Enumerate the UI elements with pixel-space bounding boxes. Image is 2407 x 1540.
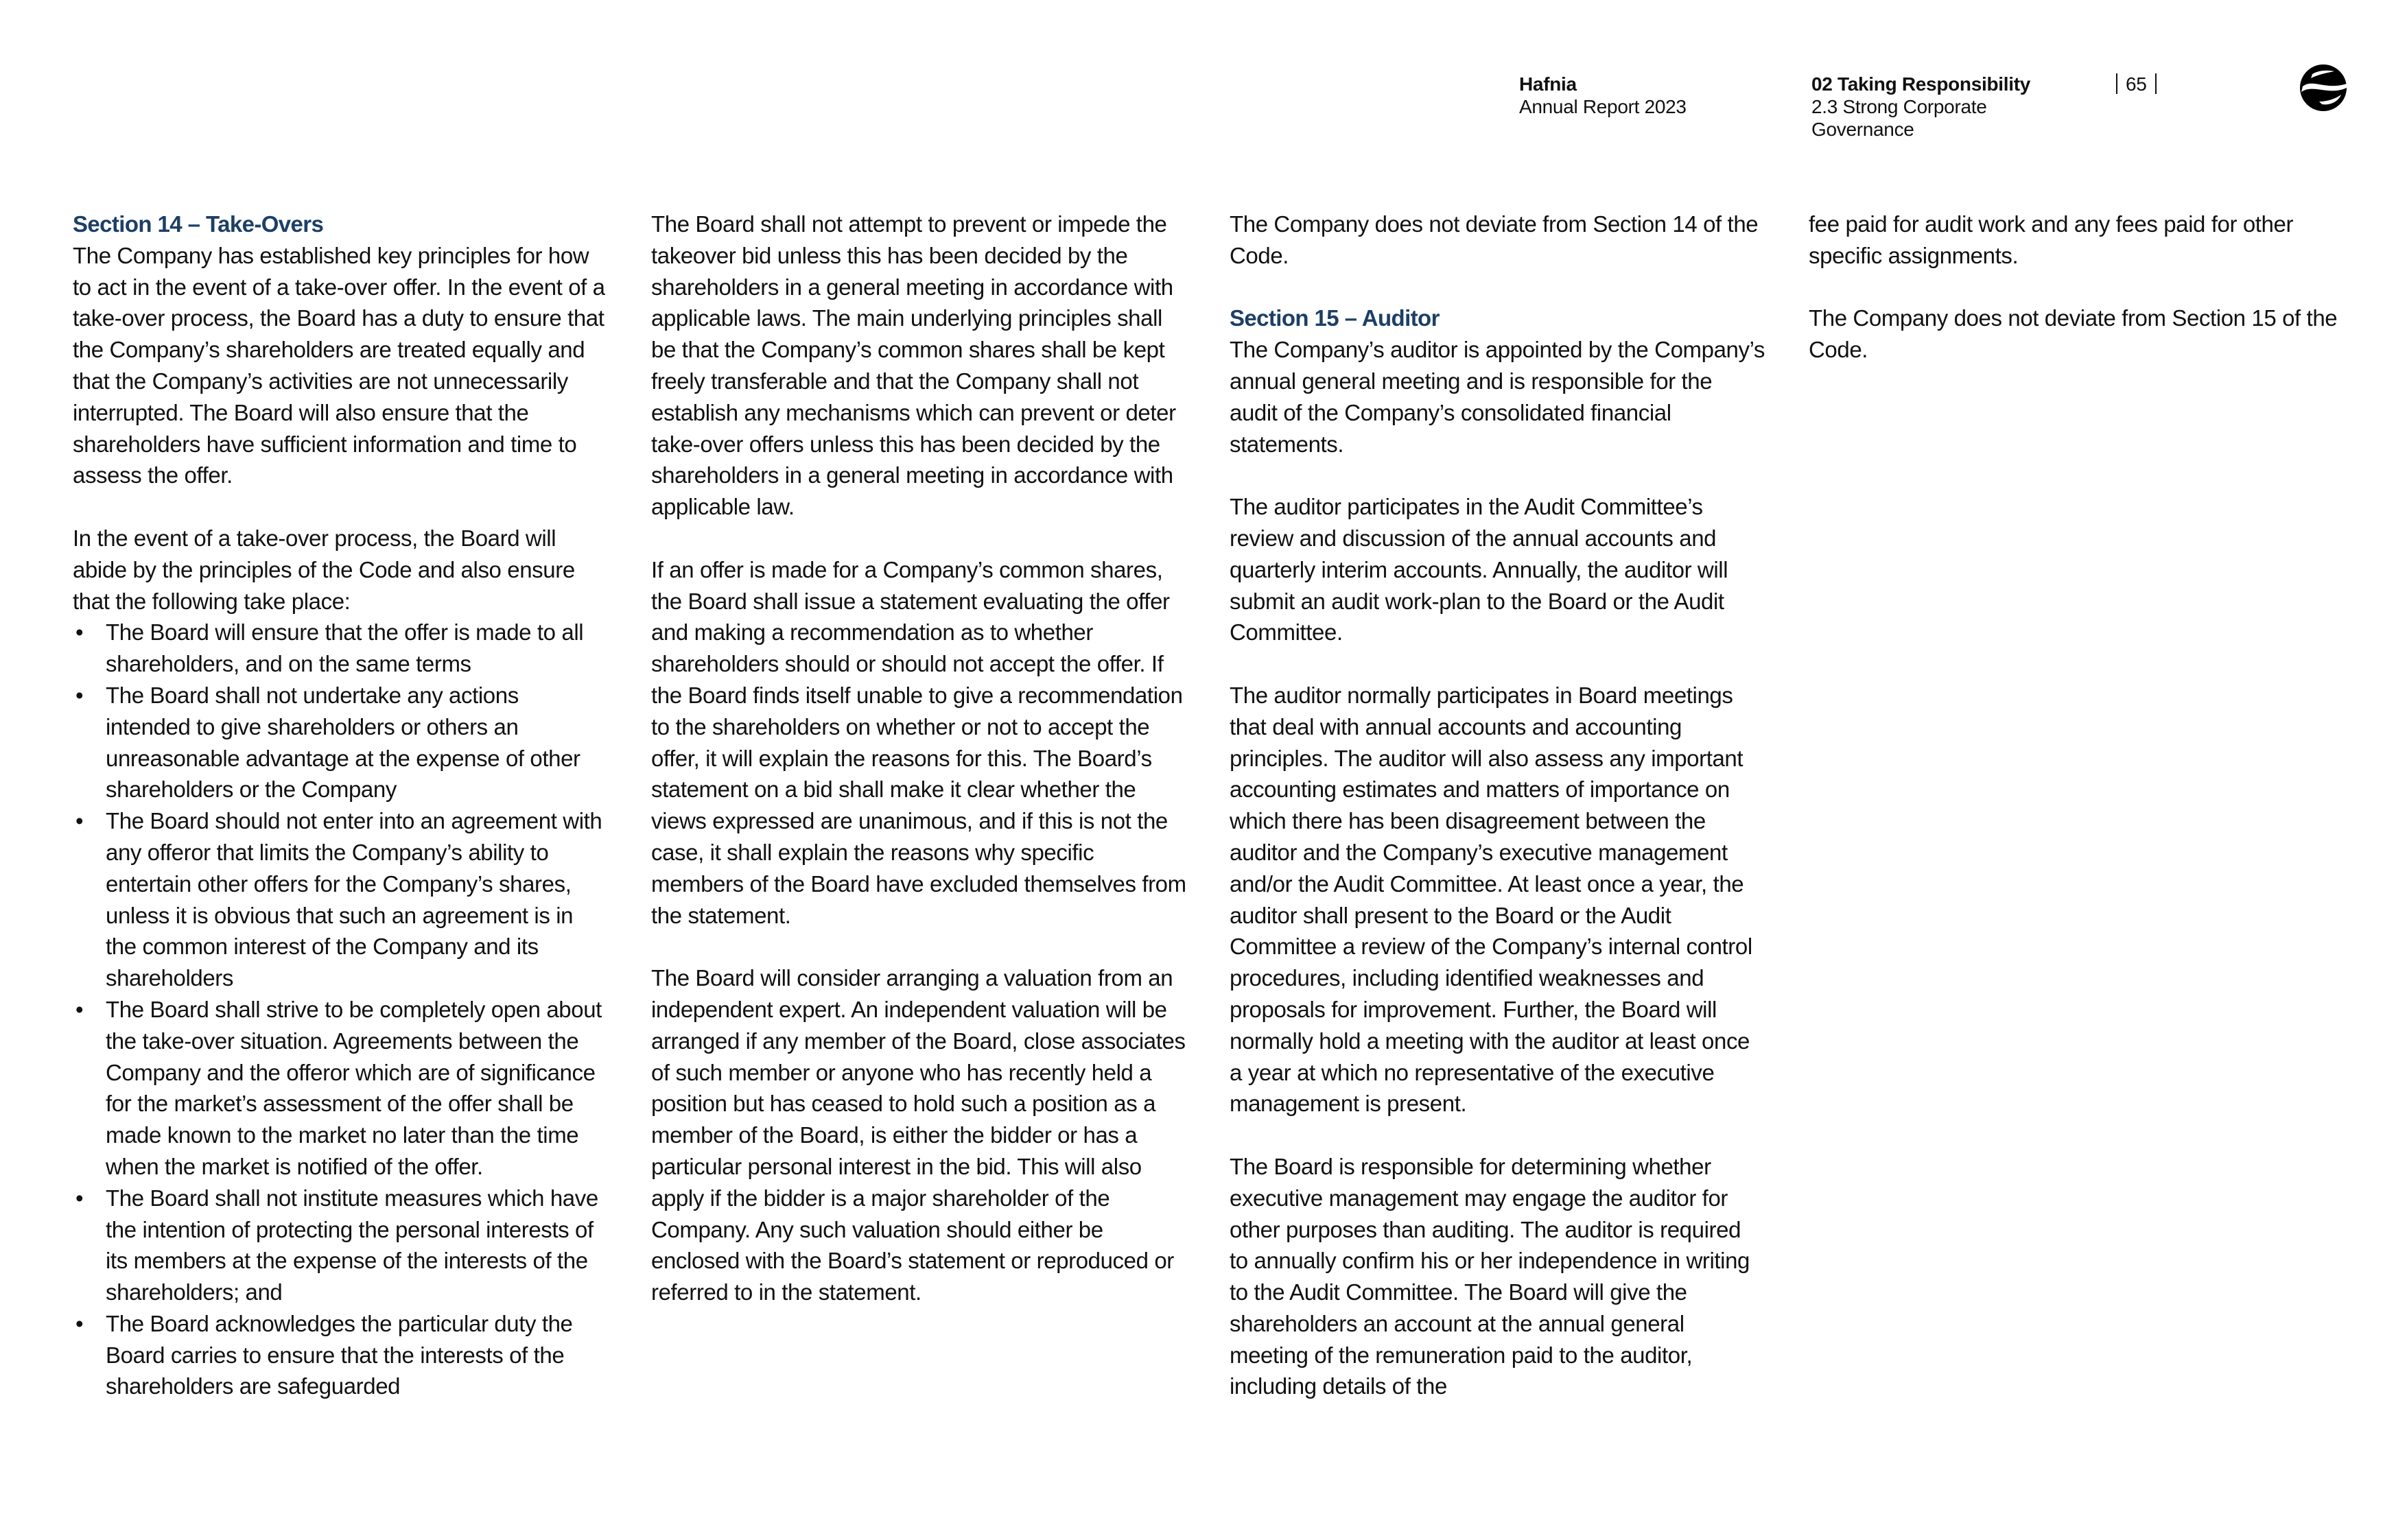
paragraph: fee paid for audit work and any fees paid for other specific assignments. — [1809, 211, 2294, 268]
column-2 — [651, 209, 1186, 1340]
paragraph: If an offer is made for a Company’s common shares, the Board shall issue a statement evaluating the offer and making a recommendation as to whether shareholders should or should not accept the offer. If the Board finds itself unable to give a recommendation to the shareholders on whether or not to accept the offer, it will explain the reasons for this. The Board’s statement on a bid shall make it clear whether the views expressed are unanimous, and if this is not the case, it shall explain the reasons why specific members of the Board have excluded themselves from the statement. — [651, 556, 1186, 928]
paragraph: The auditor participates in the Audit Committee’s review and discussion of the annual accounts and quarterly interim accounts. Annually, the auditor will submit an audit work-plan to the Board or the Audit Committee. — [1230, 494, 1728, 645]
paragraph: The Company’s auditor is appointed by the Company’s annual general meeting and is responsible for the audit of the Company’s consolidated financial statements. — [1230, 337, 1765, 457]
section-title-line2: Governance — [1811, 119, 1914, 140]
takeover-principles-list — [73, 617, 608, 1402]
paragraph: The Board will consider arranging a valuation from an independent expert. An independent valuation will be arranged if any member of the Board, close associates of such member or anyone who has recently held a position but has ceased to hold such a position as a member of the Board, is either the bidder or has a particular personal interest in the bid. This will also apply if the bidder is a major shareholder of the Company. Any such valuation should either be enclosed with the Board’s statement or reproduced or referred to in the statement. — [651, 965, 1186, 1305]
paragraph: The Company does not deviate from Section 14 of the Code. — [1230, 211, 1759, 268]
header-section-block — [1811, 73, 2030, 141]
page-number-block — [2108, 73, 2165, 95]
page-header — [0, 71, 2407, 154]
paragraph: In the event of a take-over process, the Board will abide by the principles of the Code and also ensure that the following take place: — [73, 525, 575, 614]
section-14-heading: Section 14 – Take-Overs — [73, 211, 324, 237]
paragraph: The Company has established key principles for how to act in the event of a take-over offer. In the event of a take-over process, the Board has a duty to ensure that the Company’s shareholders are treated equally and that the Company’s activities are not unnecessarily interrupted. The Board will also ensure that the shareholders have sufficient information and time to assess the offer. — [73, 242, 605, 488]
list-item: • The Board shall not institute measures which have the intention of protecting the personal interests of its members at the expense of the interests of the shareholders; and — [73, 1183, 608, 1308]
section-15-heading: Section 15 – Auditor — [1230, 305, 1440, 331]
paragraph: The Board is responsible for determining whether executive management may engage the auditor for other purposes than auditing. The auditor is required to annually confirm his or her independence in writing to the Audit Committee. The Board will give the shareholders an account at the annual general meeting of the remuneration paid to the auditor, including details of the — [1230, 1153, 1750, 1399]
divider — [2155, 73, 2157, 94]
column-3 — [1230, 209, 1765, 1434]
report-title: Annual Report 2023 — [1519, 96, 1687, 117]
list-item: • The Board should not enter into an agreement with any offeror that limits the Company’s ability to entertain other offers for the Company’s shares, unless it is obvious that such an agreement is in the common interest of the Company and its shareholders — [73, 805, 608, 994]
paragraph: The Company does not deviate from Section 15 of the Code. — [1809, 305, 2338, 363]
list-item: • The Board shall not undertake any actions intended to give shareholders or others an unreasonable advantage at the expense of other shareholders or the Company — [73, 680, 608, 805]
chapter-title: 02 Taking Responsibility — [1811, 73, 2031, 95]
header-brand-block — [1519, 73, 1687, 118]
column-1 — [73, 209, 608, 1402]
paragraph: The Board shall not attempt to prevent or impede the takeover bid unless this has been decided by the shareholders in a general meeting in accordance with applicable laws. The main underlying principles shall be that the Company’s common shares shall be kept freely transferable and that the Company shall not establish any mechanisms which can prevent or deter take-over offers unless this has been decided by the shareholders in a general meeting in accordance with applicable law. — [651, 211, 1176, 520]
hafnia-logo-icon — [2299, 63, 2348, 112]
list-item: • The Board acknowledges the particular duty the Board carries to ensure that the interests of the shareholders are safeguarded — [73, 1308, 608, 1402]
column-4 — [1809, 209, 2344, 397]
page-number: 65 — [2126, 73, 2147, 95]
list-item: • The Board shall strive to be completely open about the take-over situation. Agreements between the Company and the offeror which are of significance for the market’s assessment of the offer shall be made known to the market no later than the time when the market is notified of the offer. — [73, 994, 608, 1183]
list-item: • The Board will ensure that the offer is made to all shareholders, and on the same terms — [73, 617, 608, 680]
divider — [2116, 73, 2117, 94]
section-title-line1: 2.3 Strong Corporate — [1811, 96, 1987, 117]
brand-name: Hafnia — [1519, 73, 1577, 95]
paragraph: The auditor normally participates in Board meetings that deal with annual accounts and accounting principles. The auditor will also assess any important accounting estimates and matters of importance on which there has been disagreement between the auditor and the Company’s executive management and/or the Audit Committee. At least once a year, the auditor shall present to the Board or the Audit Committee a review of the Company’s internal control procedures, including identified weaknesses and proposals for improvement. Further, the Board will normally hold a meeting with the auditor at least once a year at which no representative of the executive management is present. — [1230, 682, 1752, 1117]
